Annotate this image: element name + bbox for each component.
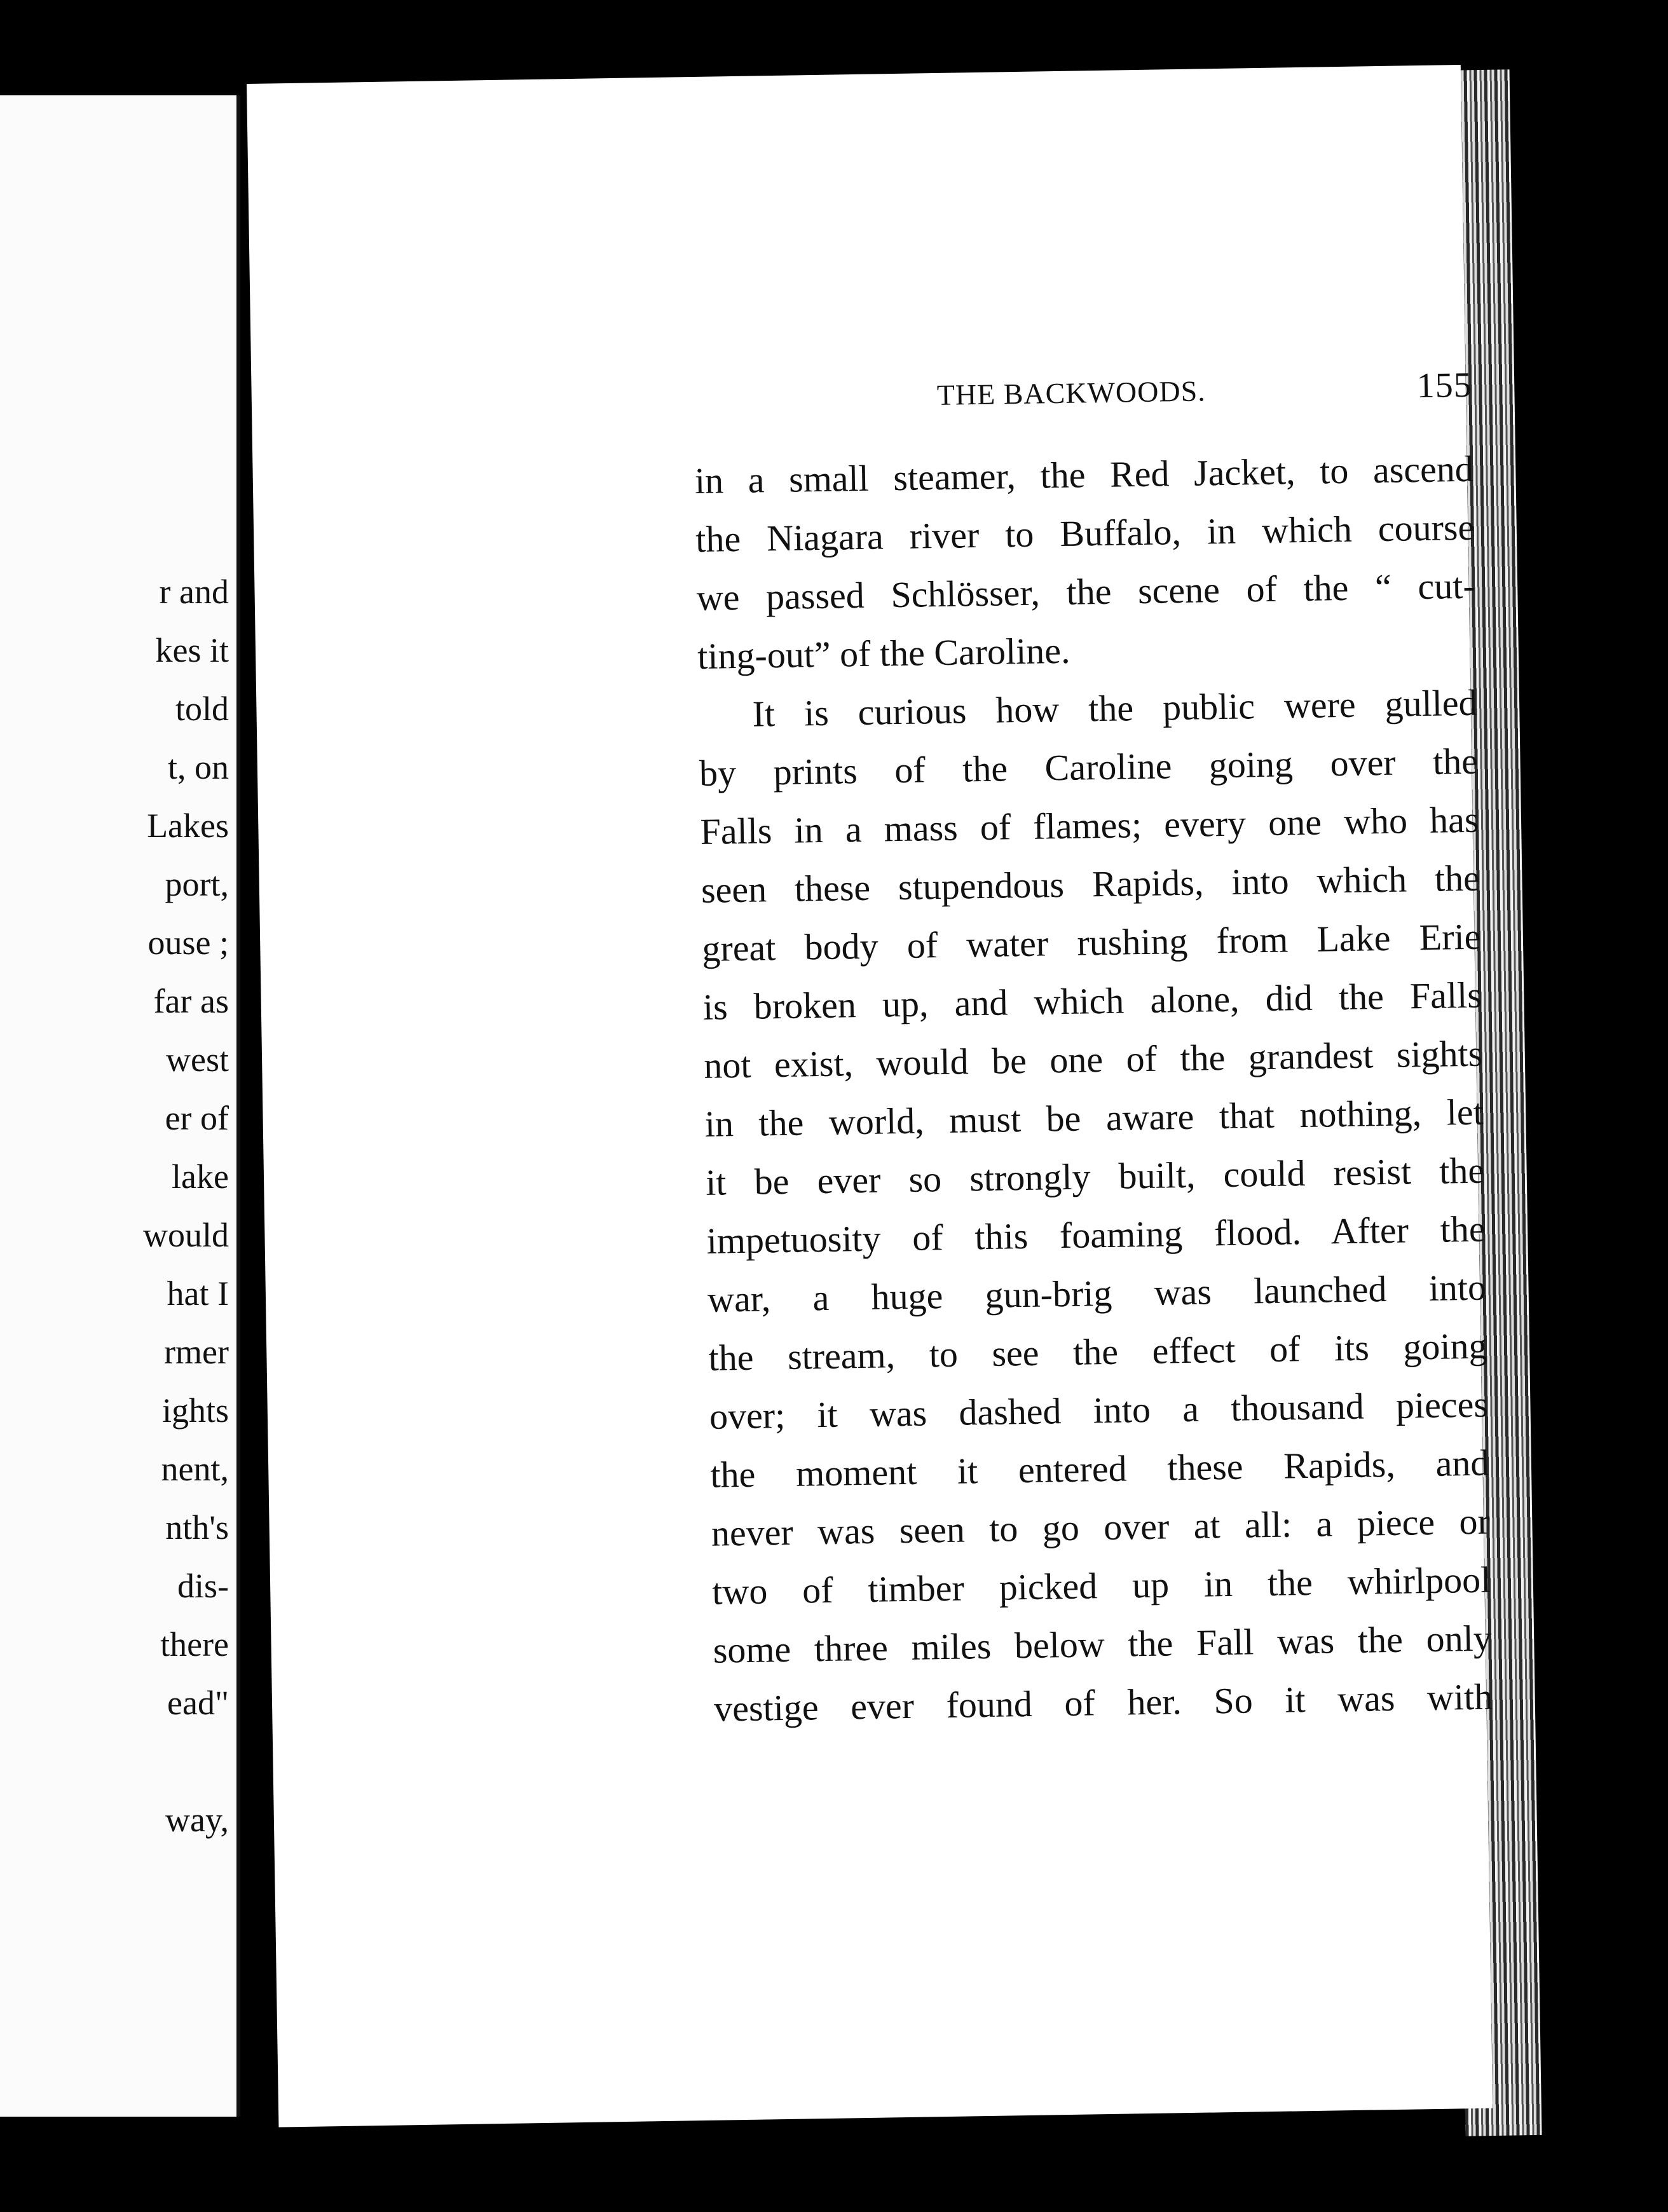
running-head (693, 365, 1473, 412)
text-line: not exist, would be one of the grandest sights (703, 1032, 1483, 1086)
left-page-line: far as (153, 982, 229, 1020)
text-line: It is curious how the public were gulled (752, 681, 1478, 735)
left-page-line: lake (172, 1157, 229, 1196)
left-page-line: told (175, 690, 229, 728)
text-line: war, a huge gun-brig was launched into (707, 1266, 1487, 1320)
left-page-line: Lakes (147, 807, 229, 845)
text-line: impetuosity of this foaming flood. After the (706, 1208, 1486, 1262)
text-line: never was seen to go over at all: a piece or (711, 1500, 1491, 1554)
left-page-line: dis- (177, 1567, 229, 1605)
text-line: great body of water rushing from Lake Erie (701, 915, 1481, 969)
text-line: some three miles below the Fall was the only (713, 1617, 1493, 1671)
left-page-line: port, (165, 865, 229, 903)
text-line: in the world, must be aware that nothing, let (704, 1091, 1484, 1145)
text-line: by prints of the Caroline going over the (699, 740, 1479, 794)
left-page-line: r and (159, 573, 229, 611)
left-page-line: kes it (155, 631, 229, 669)
left-page-line: would (143, 1216, 229, 1254)
text-line: vestige ever found of her. So it was with (713, 1676, 1493, 1730)
text-line: Falls in a mass of flames; every one who has (700, 798, 1479, 852)
left-page-text (143, 563, 229, 1849)
left-page-line: nent, (161, 1450, 229, 1488)
text-line: seen these stupendous Rapids, into which the (701, 857, 1480, 911)
left-page-line: hat I (167, 1274, 229, 1313)
left-page-line: t, on (167, 748, 229, 786)
text-line: in a small steamer, the Red Jacket, to ascend (694, 447, 1474, 502)
running-title: THE BACKWOODS. (936, 374, 1207, 412)
text-line: over; it was dashed into a thousand pieces (709, 1383, 1489, 1437)
text-line: ting-out” of the Caroline. (697, 629, 1070, 677)
left-page-line: there (160, 1625, 229, 1663)
left-page-line: rmer (164, 1333, 229, 1371)
left-page-line: way, (165, 1801, 229, 1839)
text-line: the moment it entered these Rapids, and (709, 1442, 1489, 1496)
text-line: is broken up, and which alone, did the Falls (702, 974, 1482, 1028)
text-line: we passed Schlösser, the scene of the “ cut- (696, 564, 1476, 618)
left-page (0, 95, 240, 2117)
page-number: 155 (1416, 365, 1473, 406)
body-text (694, 440, 1493, 1738)
text-line: two of timber picked up in the whirlpool (711, 1559, 1491, 1613)
text-line: the Niagara river to Buffalo, in which course (695, 506, 1475, 560)
text-line: it be ever so strongly built, could resist the (705, 1149, 1485, 1203)
left-page-line (143, 1732, 229, 1791)
left-page-line: ights (161, 1391, 229, 1430)
text-line: the stream, to see the effect of its going (708, 1325, 1487, 1379)
left-page-line: nth's (165, 1508, 229, 1546)
left-page-line: ouse ; (147, 924, 229, 962)
right-page (247, 65, 1493, 2127)
left-page-line: west (166, 1041, 229, 1079)
left-page-line: ead" (167, 1684, 229, 1722)
left-page-line: er of (165, 1099, 229, 1137)
